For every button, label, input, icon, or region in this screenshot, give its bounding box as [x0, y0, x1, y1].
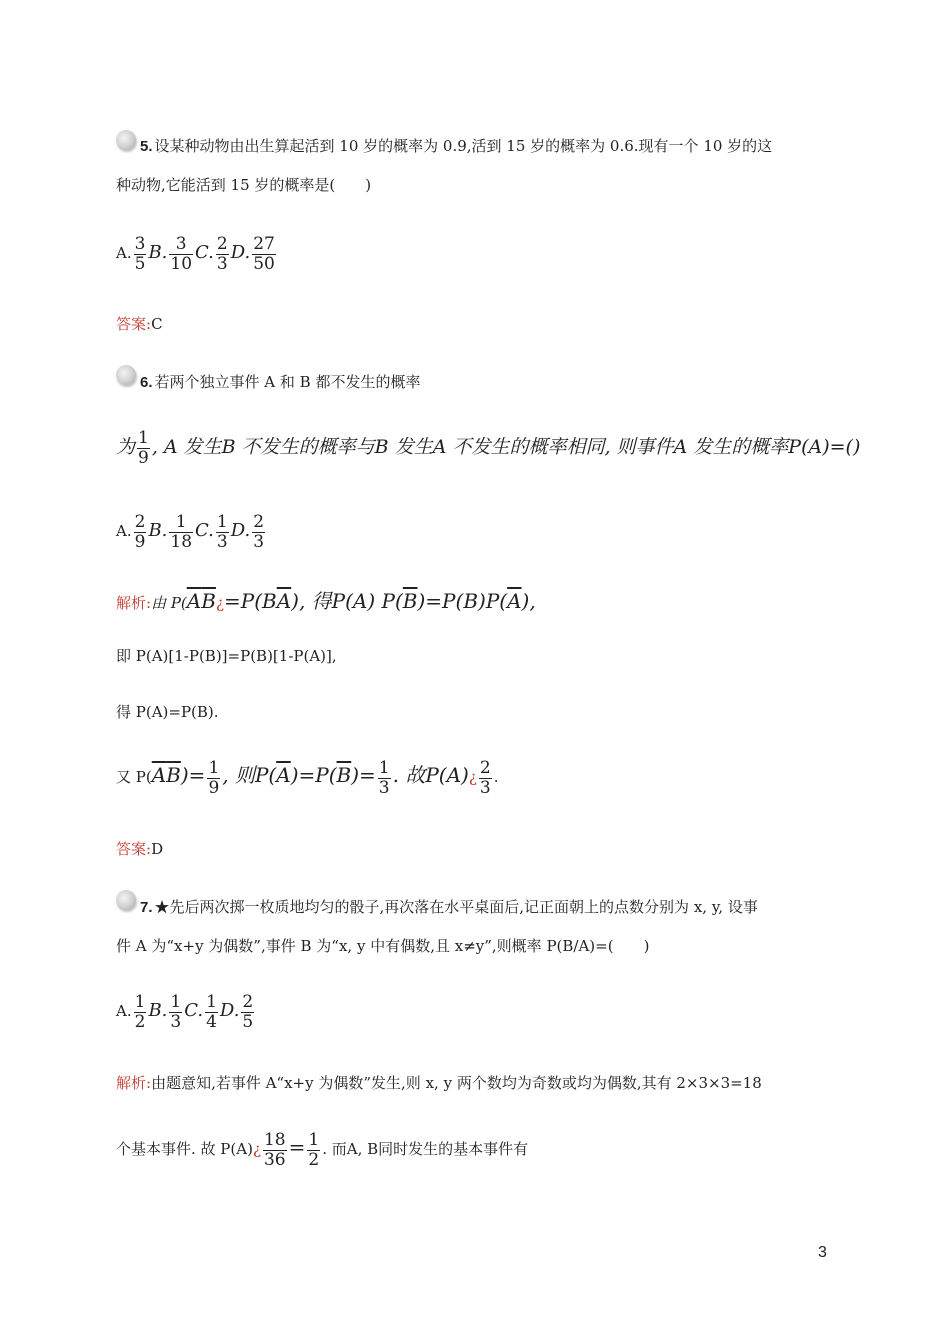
q6-fraction-one-ninth: $\frac{1}{9}$ [208, 757, 220, 798]
q7-analysis-line1: 解析:由题意知,若事件 A“x+y 为偶数”发生,则 x, y 两个数均为奇数或均为偶数,其有 2×3×3=18 [116, 1074, 762, 1092]
q7-options: A. $\frac{1}{2}$ B. $\frac{1}{3}$ C. $\frac{1}{4}$ D. $\frac{2}{5}$ [116, 991, 254, 1032]
q7-fraction-18-36: $\frac{18}{36}$ [263, 1129, 286, 1170]
answer-label: 答案: [116, 315, 152, 333]
q7-analysis-line2: 个基本事件. 故 P(A)¿ $\frac{18}{36}$ = $\frac{1}{2}$ . 而A, B同时发生的基本事件有 [116, 1129, 529, 1170]
q6-fraction-two-thirds: $\frac{2}{3}$ [479, 757, 491, 798]
q7-option-a-fraction: $\frac{1}{2}$ [134, 991, 146, 1032]
q7-stem-line1 [116, 897, 758, 918]
q6-stem-line1 [116, 372, 420, 393]
q6-number: 6. [140, 374, 153, 391]
q6-stem-line2: 为 $\frac{1}{9}$ , A 发生B 不发生的概率与B 发生A 不发生的概率相同, 则事件A 发生的概率P(A)=() [116, 427, 861, 468]
q7-option-c-fraction: $\frac{1}{4}$ [206, 991, 217, 1032]
q6-option-a-fraction: $\frac{2}{9}$ [134, 511, 146, 552]
q5-answer [116, 314, 163, 334]
q5-stem-line1 [116, 136, 772, 157]
answer-label: 答案: [116, 840, 152, 858]
q6-option-c-fraction: $\frac{1}{3}$ [216, 511, 228, 552]
q6-answer [116, 839, 163, 859]
q6-stem-text1: 若两个独立事件 A 和 B 都不发生的概率 [154, 373, 421, 391]
q6-analysis-line1: 解析:由 $P(\overline{A}\overline{B}¿=P(B\overline{A})$, 得P(A) $P(\overline{B})=P(B)P(\overline{A})$, [116, 589, 536, 613]
q5-stem-line2: 种动物,它能活到 15 岁的概率是( ) [116, 176, 372, 194]
q6-options: A. $\frac{2}{9}$ B. $\frac{1}{18}$ C. $\frac{1}{3}$ D. $\frac{2}{3}$ [116, 511, 265, 552]
q7-fraction-one-half: $\frac{1}{2}$ [308, 1129, 320, 1170]
analysis-label: 解析: [116, 594, 152, 612]
q5-option-a-fraction: $\frac{3}{5}$ [134, 233, 146, 274]
q5-answer-value: C [151, 315, 163, 333]
q7-stem-text1: ★先后两次掷一枚质地均匀的骰子,再次落在水平桌面后,记正面朝上的点数分别为 x, y, 设事 [154, 898, 758, 916]
q5-option-d-fraction: $\frac{27}{50}$ [253, 233, 275, 274]
q7-number: 7. [140, 899, 153, 916]
q6-option-b-fraction: $\frac{1}{18}$ [170, 511, 193, 552]
q7-stem-line2: 件 A 为“x+y 为偶数”,事件 B 为“x, y 中有偶数,且 x≠y”,则概率 P(B/A)=( ) [116, 937, 650, 955]
q6-stem-fraction: $\frac{1}{9}$ [138, 427, 149, 468]
q6-analysis-line3: 得 P(A)=P(B). [116, 703, 219, 721]
q6-analysis-line2: 即 P(A)[1-P(B)]=P(B)[1-P(A)], [116, 647, 337, 665]
analysis-label: 解析: [116, 1074, 152, 1092]
q7-option-b-fraction: $\frac{1}{3}$ [170, 991, 182, 1032]
q6-analysis-line4: 又 $P(\overline{A}\overline{B})=$ $\frac{1}{9}$ , 则$P(\overline{A})=P(\overline{B})=$ $\frac{1}{3}$ . 故P(A)¿ $\frac{2}{3}$ . [116, 757, 499, 798]
q7-option-d-fraction: $\frac{2}{5}$ [242, 991, 254, 1032]
q6-fraction-one-third: $\frac{1}{3}$ [378, 757, 390, 798]
q5-stem-text1: 设某种动物由出生算起活到 10 岁的概率为 0.9,活到 15 岁的概率为 0.6.现有一个 10 岁的这 [154, 137, 773, 155]
page-number: 3 [818, 1244, 827, 1261]
q5-number: 5. [140, 138, 153, 155]
q6-option-d-fraction: $\frac{2}{3}$ [253, 511, 265, 552]
q5-option-c-fraction: $\frac{2}{3}$ [216, 233, 228, 274]
q5-options: A. $\frac{3}{5}$ B. $\frac{3}{10}$ C. $\frac{2}{3}$ D. $\frac{27}{50}$ [116, 233, 275, 274]
q5-option-b-fraction: $\frac{3}{10}$ [170, 233, 193, 274]
q6-answer-value: D [151, 840, 164, 858]
